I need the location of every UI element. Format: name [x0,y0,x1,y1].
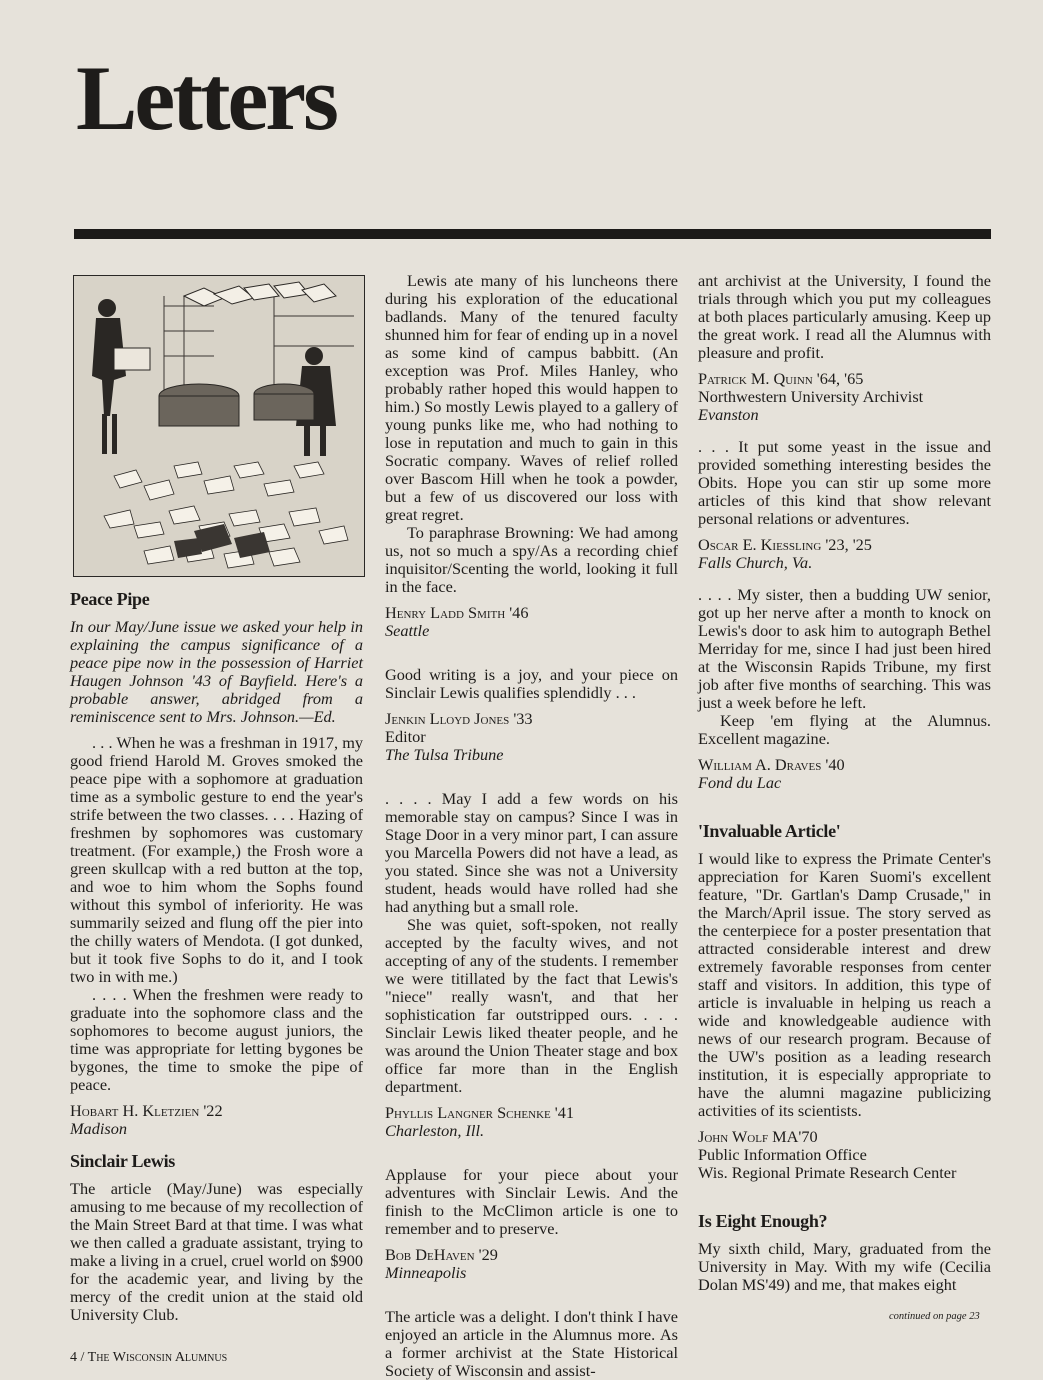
letter-paragraph: Lewis ate many of his luncheons there during his exploration of the educational badlands. Many of the tenured faculty shunned him for fear of ending up in a novel as some kind of campus babbitt. (An exception was Prof. Miles Hanley, who probably rather hoped this would happen to him.) So mostly Lewis played to a gallery of young punks like me, who had nothing to lose in reputation and much to gain in this Socratic company. Waves of relief rolled over Bascom Hill when he took a powder, but a few of us discovered our loss with great regret. [385,271,678,524]
letter-signature [385,1104,678,1140]
letter-paragraph: She was quiet, soft-spoken, not really accepted by the faculty wives, and not accepting of any of the students. I remember we were titillated by the fact that Lewis's "niece" really wasn't, and that her sophistication far outstripped ours. . . . Sinclair Lewis liked theater people, and he was around the Union Theater stage and box office far more than in the English department. [385,915,678,1096]
column-1 [70,590,363,1324]
page-title: Letters [76,47,336,149]
signature-name: Henry Ladd Smith '46 [385,603,529,622]
signature-name: Phyllis Langner Schenke '41 [385,1103,575,1122]
section-heading-is-eight-enough: Is Eight Enough? [698,1211,828,1231]
letter-signature [385,710,678,764]
signature-name: Oscar E. Kiessling '23, '25 [698,535,872,554]
letter-paragraph: . . . . My sister, then a budding UW senior, got up her nerve after a month to knock on Lewis's door to ask him to autograph Bethel Merriday for me, since I had just been hired at the Wisconsin Rapids Tribune, my first job after five months of searching. This was just a week before he left. [698,585,991,712]
letter-signature [70,1102,363,1138]
letter-paragraph: . . . . May I add a few words on his memorable stay on campus? Since I was in Stage Door in a very minor part, I can assure you Marcella Powers did not have a lead, as you stated. Since she was not a University student, heads would have rolled had she had anything but a small role. [385,789,678,916]
signature-place: Falls Church, Va. [698,553,813,572]
signature-place: Charleston, Ill. [385,1121,485,1140]
column-3 [698,272,991,1294]
mailroom-engraving-illustration [73,275,365,577]
continued-note: continued on page 23 [889,1311,980,1322]
signature-place: Minneapolis [385,1263,467,1282]
column-2 [385,272,678,1380]
signature-place: Evanston [698,405,759,424]
signature-name: Bob DeHaven '29 [385,1245,498,1264]
letter-paragraph: . . . When he was a freshman in 1917, my good friend Harold M. Groves smoked the peace pipe with a sophomore at graduation time as a symbolic gesture to end the year's strife between the two classes. . . . Hazing of freshmen by sophomores was customary treatment. (For example,) the Frosh wore a green skullcap with a red button at the top, and woe to him whom the Sophs found without this symbol of inferiority. He was summarily seized and flung off the pier into the chilly waters of Mendota. (I got dunked, but it took five Sophs to do it, and I took two in with me.) [70,733,363,986]
signature-name: William A. Draves '40 [698,755,845,774]
letter-paragraph: ant archivist at the University, I found the trials through which you put my colleagues at both places particularly amusing. Keep up the great work. I read all the Alumnus with pleasure and profit. [698,271,991,362]
letter-paragraph: Keep 'em flying at the Alumnus. Excellent magazine. [698,711,991,748]
letter-paragraph: Good writing is a joy, and your piece on Sinclair Lewis qualifies splendidly . . . [385,665,678,702]
signature-title: Northwestern University Archivist [698,387,924,406]
letter-paragraph: . . . . When the freshmen were ready to graduate into the sophomore class and the sophomores to become august juniors, the time was appropriate for letting bygones be bygones, the time to smoke the pipe of peace. [70,985,363,1094]
letter-paragraph: I would like to express the Primate Center's appreciation for Karen Suomi's excellent feature, "Dr. Gartlan's Damp Crusade," in the March/April issue. The story served as the centerpiece for a poster presentation that attracted considerable interest and drew extremely favorable responses from center staff and visitors. In addition, this type of article is invaluable in helping us reach a wide and knowledgeable audience with news of our research program. Because of the UW's position as a leading research institution, it is especially appropriate to have the alumni magazine publicizing activities of its scientists. [698,849,991,1120]
letter-signature [698,536,991,572]
section-heading-peace-pipe: Peace Pipe [70,589,150,609]
letter-signature [385,1246,678,1282]
letter-paragraph: The article (May/June) was especially amusing to me because of my recollection of the Main Street Bard at that time. I was what we then called a graduate assistant, trying to make a living in a cruel, cruel world on $900 for the academic year, and living by the mercy of the credit union at the staid old University Club. [70,1179,363,1324]
signature-place: Madison [70,1119,127,1138]
signature-place: Fond du Lac [698,773,782,792]
letter-paragraph: Applause for your piece about your adventures with Sinclair Lewis. And the finish to the McClimon article is one to remember and to preserve. [385,1165,678,1238]
letter-paragraph: To paraphrase Browning: We had among us, not so much a spy/As a recording chief inquisitor/Scenting the world, looking it full in the face. [385,523,678,596]
signature-title: Editor [385,727,426,746]
letter-paragraph: The article was a delight. I don't think I have enjoyed an article in the Alumnus more. As a former archivist at the State Historical Society of Wisconsin and assist- [385,1307,678,1380]
section-heading-sinclair-lewis: Sinclair Lewis [70,1151,175,1171]
letter-paragraph: . . . It put some yeast in the issue and provided something interesting besides the Obits. Hope you can stir up some more articles of this kind that show relevant personal relations or adventures. [698,437,991,528]
letter-signature [698,370,991,424]
editor-intro: In our May/June issue we asked your help in explaining the campus significance of a peace pipe now in the possession of Harriet Haugen Johnson '43 of Bayfield. Here's a probable answer, abridged from a reminiscence sent to Mrs. Johnson.—Ed. [70,617,363,726]
signature-org: Wis. Regional Primate Research Center [698,1163,957,1182]
signature-name: Jenkin Lloyd Jones '33 [385,709,533,728]
letter-paragraph: My sixth child, Mary, graduated from the University in May. With my wife (Cecilia Dolan MS'49) and me, that makes eight [698,1239,991,1294]
section-heading-invaluable-article: 'Invaluable Article' [698,821,841,841]
letter-signature [698,1128,991,1182]
signature-name: Patrick M. Quinn '64, '65 [698,369,864,388]
signature-name: Hobart H. Kletzien '22 [70,1101,223,1120]
title-rule [74,229,991,239]
letter-signature [698,756,991,792]
signature-title: Public Information Office [698,1145,867,1164]
letter-signature [385,604,678,640]
page-footer: 4 / The Wisconsin Alumnus [70,1350,228,1365]
signature-org: The Tulsa Tribune [385,745,504,764]
signature-place: Seattle [385,621,430,640]
signature-name: John Wolf MA'70 [698,1127,818,1146]
